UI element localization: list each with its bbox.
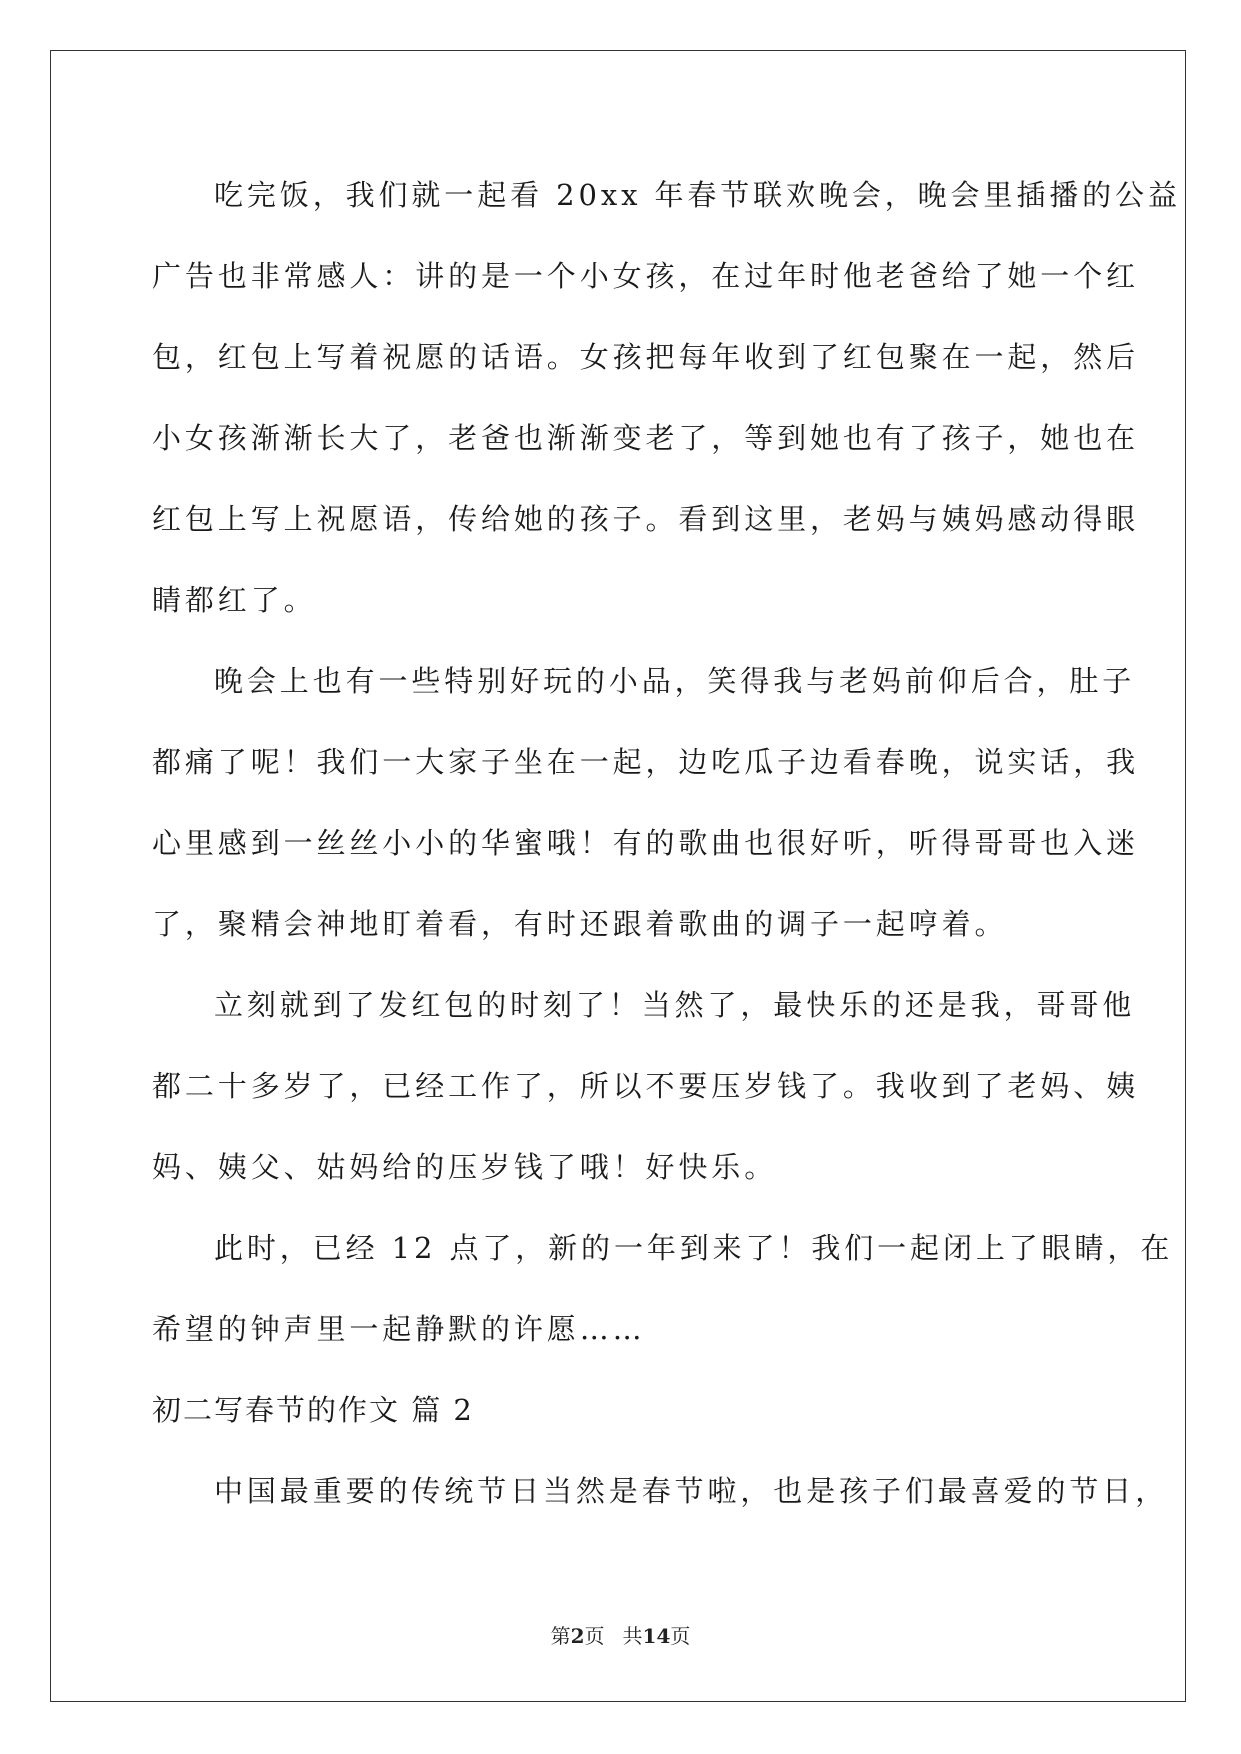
paragraph-line: 立刻就到了发红包的时刻了！当然了，最快乐的还是我，哥哥他 <box>214 988 1136 1022</box>
paragraph-line: 心里感到一丝丝小小的华蜜哦！有的歌曲也很好听，听得哥哥也入迷 <box>152 826 1140 860</box>
section-heading: 初二写春节的作文 篇 2 <box>152 1393 474 1427</box>
document-body <box>152 155 1181 1532</box>
paragraph-line: 广告也非常感人：讲的是一个小女孩，在过年时他老爸给了她一个红 <box>152 259 1140 293</box>
paragraph-line: 中国最重要的传统节日当然是春节啦，也是孩子们最喜爱的节日， <box>214 1474 1169 1508</box>
page-suffix: 页 <box>584 1624 605 1648</box>
paragraph-line: 妈、姨父、姑妈给的压岁钱了哦！好快乐。 <box>152 1150 778 1184</box>
paragraph-line: 都痛了呢！我们一大家子坐在一起，边吃瓜子边看春晚，说实话，我 <box>152 745 1140 779</box>
paragraph-line: 希望的钟声里一起静默的许愿…… <box>152 1312 646 1346</box>
paragraph-line: 晚会上也有一些特别好玩的小品，笑得我与老妈前仰后合，肚子 <box>214 664 1136 698</box>
paragraph-line: 了，聚精会神地盯着看，有时还跟着歌曲的调子一起哼着。 <box>152 907 1008 941</box>
paragraph-line: 红包上写上祝愿语，传给她的孩子。看到这里，老妈与姨妈感动得眼 <box>152 502 1140 536</box>
paragraph-line: 睛都红了。 <box>152 583 317 617</box>
paragraph-line: 吃完饭，我们就一起看 20xx 年春节联欢晚会，晚会里插播的公益 <box>214 178 1181 212</box>
total-pages: 14 <box>642 1624 671 1648</box>
page-prefix: 第 <box>550 1624 571 1648</box>
paragraph-line: 此时，已经 12 点了，新的一年到来了！我们一起闭上了眼睛，在 <box>214 1231 1174 1265</box>
page-number: 2 <box>570 1624 585 1648</box>
paragraph-line: 小女孩渐渐长大了，老爸也渐渐变老了，等到她也有了孩子，她也在 <box>152 421 1140 455</box>
page-footer <box>0 1620 1241 1649</box>
paragraph-line: 都二十多岁了，已经工作了，所以不要压岁钱了。我收到了老妈、姨 <box>152 1069 1140 1103</box>
total-suffix: 页 <box>670 1624 691 1648</box>
paragraph-line: 包，红包上写着祝愿的话语。女孩把每年收到了红包聚在一起，然后 <box>152 340 1140 374</box>
total-prefix: 共 <box>622 1624 643 1648</box>
